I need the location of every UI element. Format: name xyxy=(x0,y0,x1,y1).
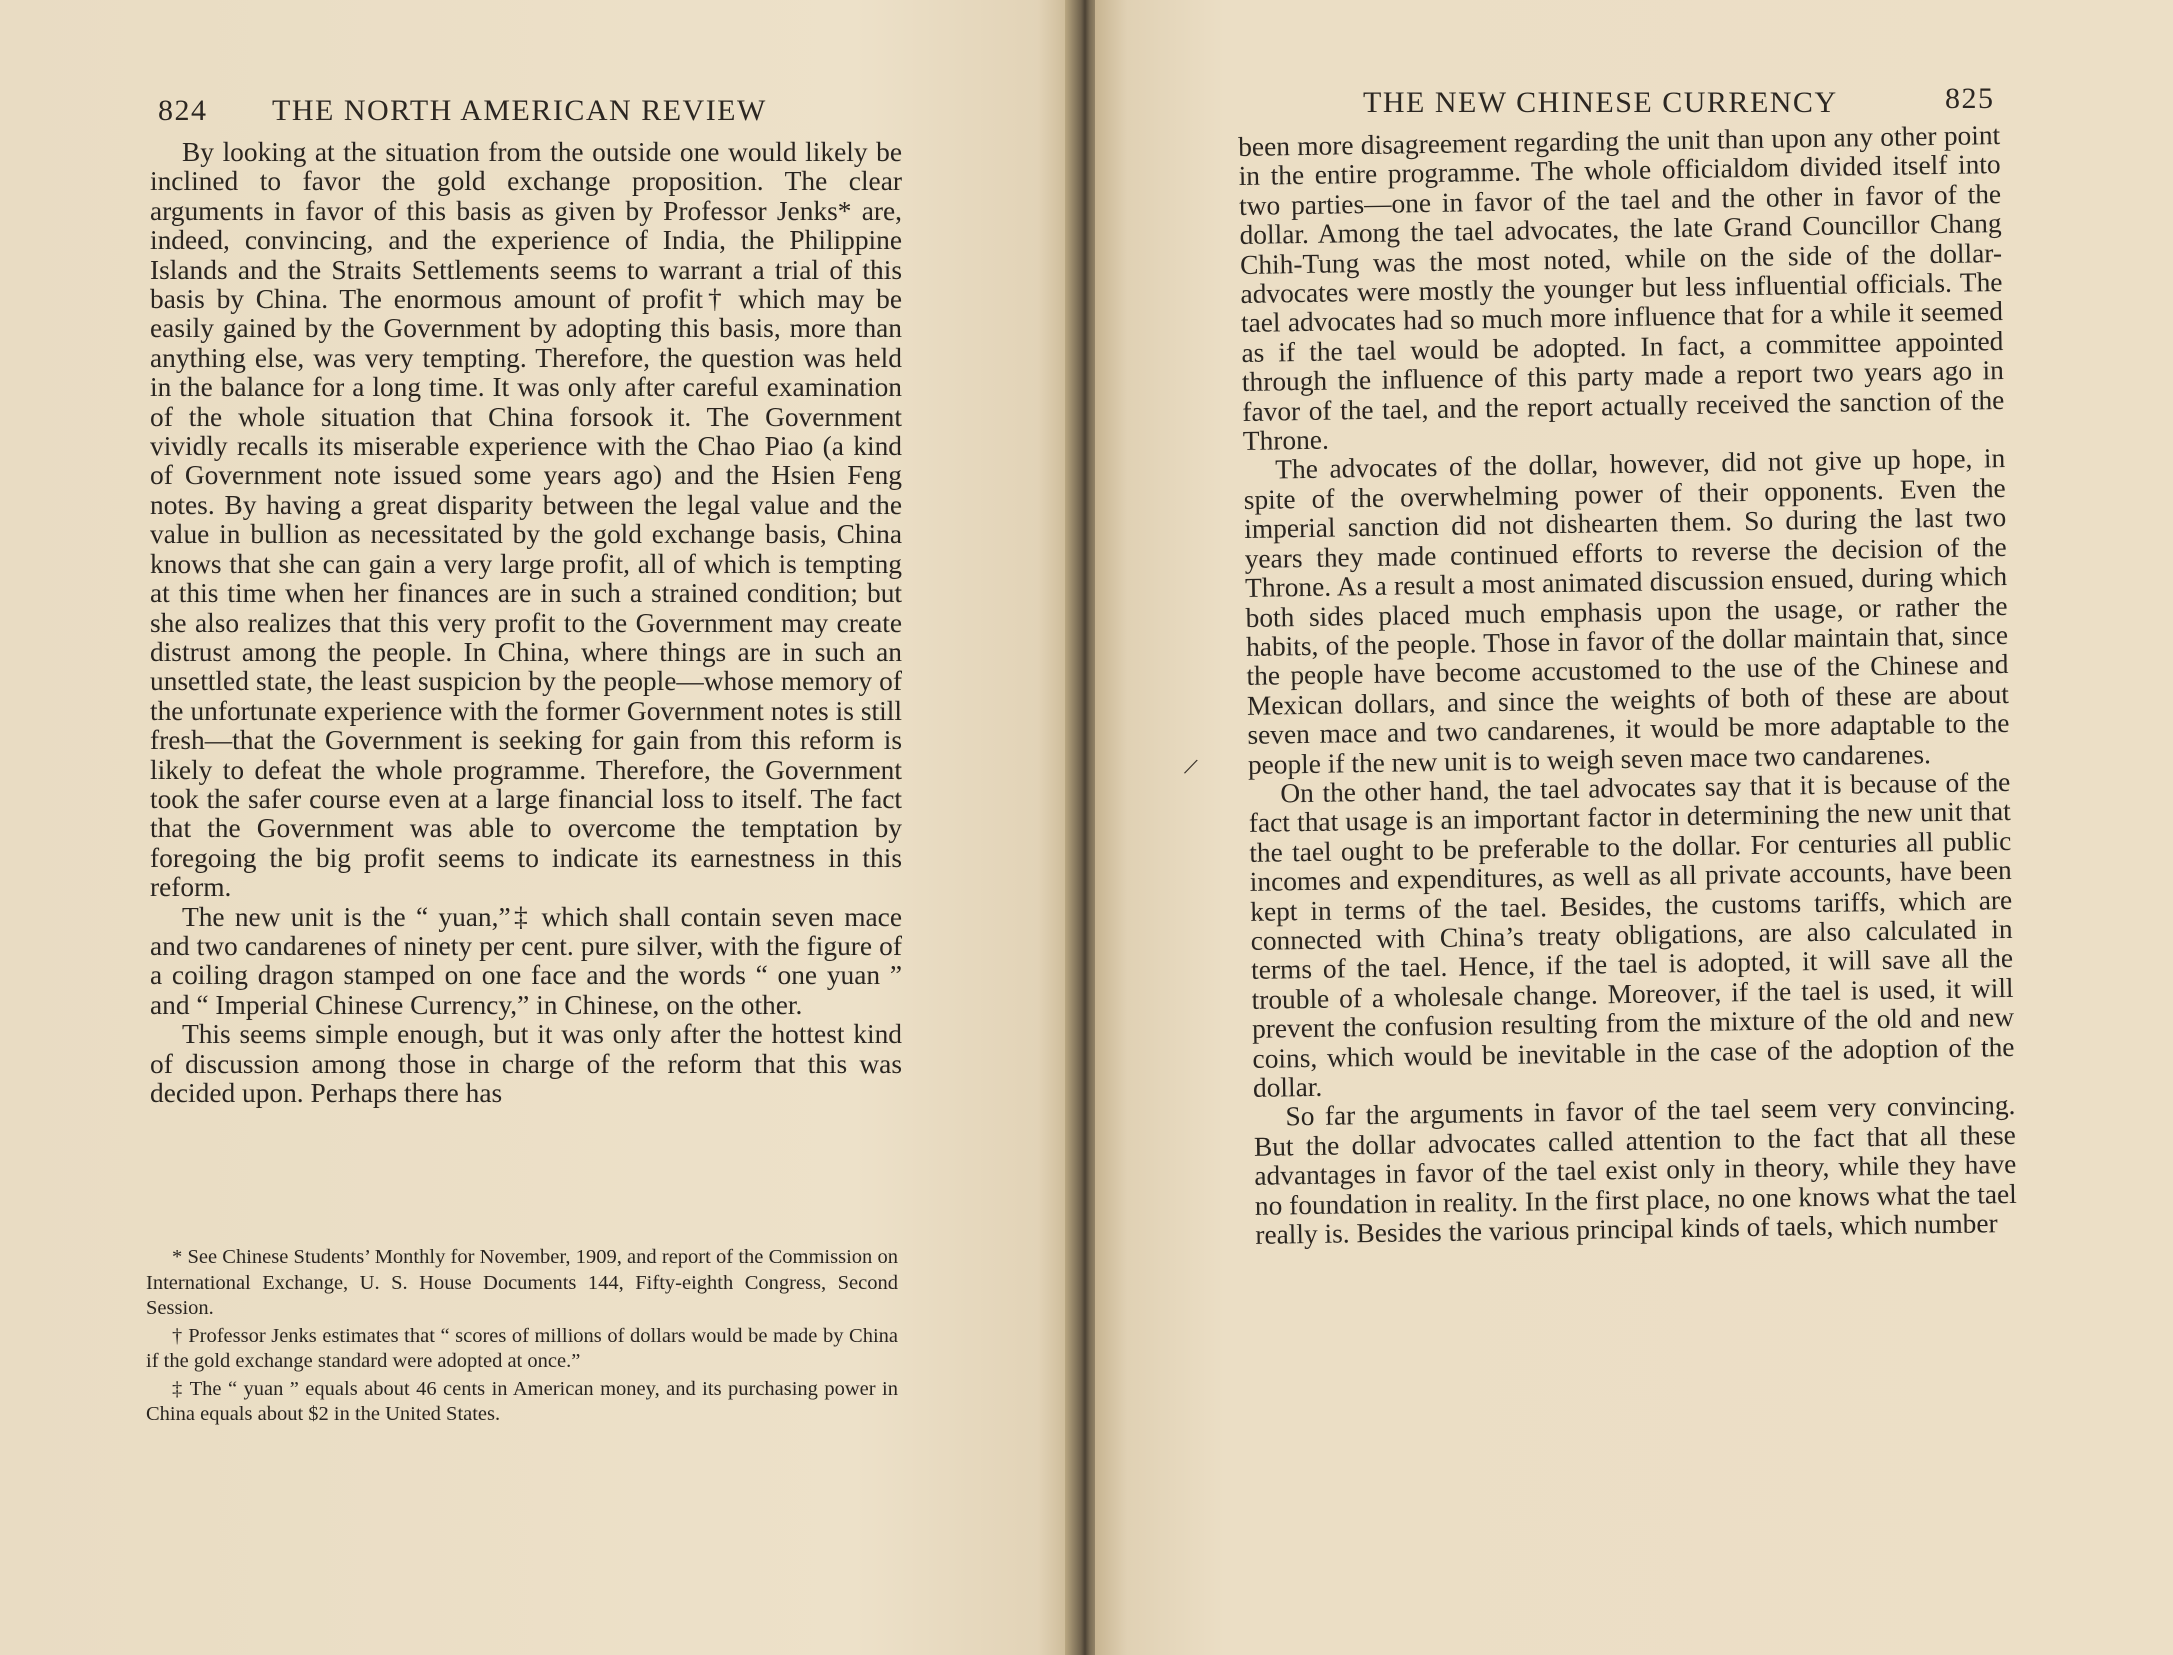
paragraph: So far the arguments in favor of the tael seem very convincing. But the dollar advocates called attention to the fact that all these advantages in favor of the tael exist only in theory, while they have no foundation in reality. In the first place, no one knows what the tael really is. Besides the various principal kinds of taels, which number xyxy=(1253,1090,2017,1250)
body-text xyxy=(1238,121,2017,1250)
pencil-mark: / xyxy=(1181,751,1201,782)
footnotes xyxy=(146,1245,898,1430)
page-number: 825 xyxy=(1945,82,1995,115)
footnote: † Professor Jenks estimates that “ scores of millions of dollars would be made by China if the gold exchange standard were adopted at once.” xyxy=(146,1324,898,1372)
right-page xyxy=(1095,0,2173,1655)
paragraph: The new unit is the “ yuan,”‡ which shall contain seven mace and two candarenes of ninety per cent. pure silver, with the figure of a coiling dragon stamped on one face and the words “ one yuan ” and “ Imperial Chinese Currency,” in Chinese, on the other. xyxy=(150,901,902,1020)
left-page xyxy=(0,0,1070,1655)
paragraph: been more disagreement regarding the unit than upon any other point in the entire programme. The whole officialdom divided itself into two parties—one in favor of the tael and the other in favor of the dollar. Among the tael advocates, the late Grand Councillor Chang Chih-Tung was the most noted, while on the side of the dollar-advocates were mostly the younger but less influential officials. The tael advocates had so much more influence that for a while it seemed as if the tael would be adopted. In fact, a committee appointed through the influence of this party made a report two years ago in favor of the tael, and the report actually received the sanction of the Throne. xyxy=(1237,120,2005,457)
paragraph: By looking at the situation from the outside one would likely be inclined to favor the gold exchange proposition. The clear arguments in favor of this basis as given by Professor Jenks* are, indeed, convincing, and the experience of India, the Philippine Islands and the Straits Settlements seems to warrant a trial of this basis by China. The enormous amount of profit† which may be easily gained by the Government by adopting this basis, more than anything else, was very tempting. Therefore, the question was held in the balance for a long time. It was only after careful examination of the whole situation that China forsook it. The Government vividly recalls its miserable experience with the Chao Piao (a kind of Government note issued some years ago) and the Hsien Feng notes. By having a great disparity between the legal value and the value in bullion as necessitated by the gold exchange basis, China knows that she can gain a very large profit, all of which is tempting at this time when her finances are in such a strained condition; but she also realizes that this very profit to the Government may create distrust among the people. In China, where things are in such an unsettled state, the least suspicion by the people—whose memory of the unfortunate experience with the former Government notes is still fresh—that the Government is seeking for gain from this reform is likely to defeat the whole programme. Therefore, the Government took the safer course even at a large financial loss to itself. The fact that the Government was able to overcome the temptation by foregoing the big profit seems to indicate its earnestness in this reform. xyxy=(150,137,902,903)
paragraph: This seems simple enough, but it was only after the hottest kind of discussion among those in charge of the reform that this was decided upon. Perhaps there has xyxy=(150,1019,902,1108)
running-head: THE NORTH AMERICAN REVIEW xyxy=(272,94,767,127)
paragraph: On the other hand, the tael advocates say that it is because of the fact that usage is an important factor in determining the new unit that the tael ought to be preferable to the dollar. For centuries all public incomes and expenditures, as well as all private accounts, have been kept in terms of the tael. Besides, the customs tariffs, which are connected with China’s treaty obligations, are also calculated in terms of the tael. Hence, if the tael is adopted, it will save all the trouble of a wholesale change. Moreover, if the tael is used, it will prevent the confusion resulting from the mixture of the old and new coins, which would be inevitable in the case of the adoption of the dollar. xyxy=(1248,766,2015,1103)
body-text xyxy=(150,138,902,1108)
footnote: * See Chinese Students’ Monthly for November, 1909, and report of the Commission on International Exchange, U. S. House Documents 144, Fifty-eighth Congress, Second Session. xyxy=(146,1246,898,1319)
running-head: THE NEW CHINESE CURRENCY xyxy=(1363,86,1838,119)
paragraph: The advocates of the dollar, however, did not give up hope, in spite of the overwhelming power of their opponents. Even the imperial sanction did not dishearten them. So during the last two years they made continued efforts to reverse the decision of the Throne. As a result a most animated discussion ensued, during which both sides placed much emphasis upon the usage, or rather the habits, of the people. Those in favor of the dollar maintain that, since the people have become accustomed to the use of the Chinese and Mexican dollars, and since the weights of both of these are about seven mace and two candarenes, it would be more adaptable to the people if the new unit is to weigh seven mace two candarenes. xyxy=(1243,443,2010,780)
page-number: 824 xyxy=(158,94,208,127)
footnote: ‡ The “ yuan ” equals about 46 cents in American money, and its purchasing power in China equals about $2 in the United States. xyxy=(146,1377,898,1425)
